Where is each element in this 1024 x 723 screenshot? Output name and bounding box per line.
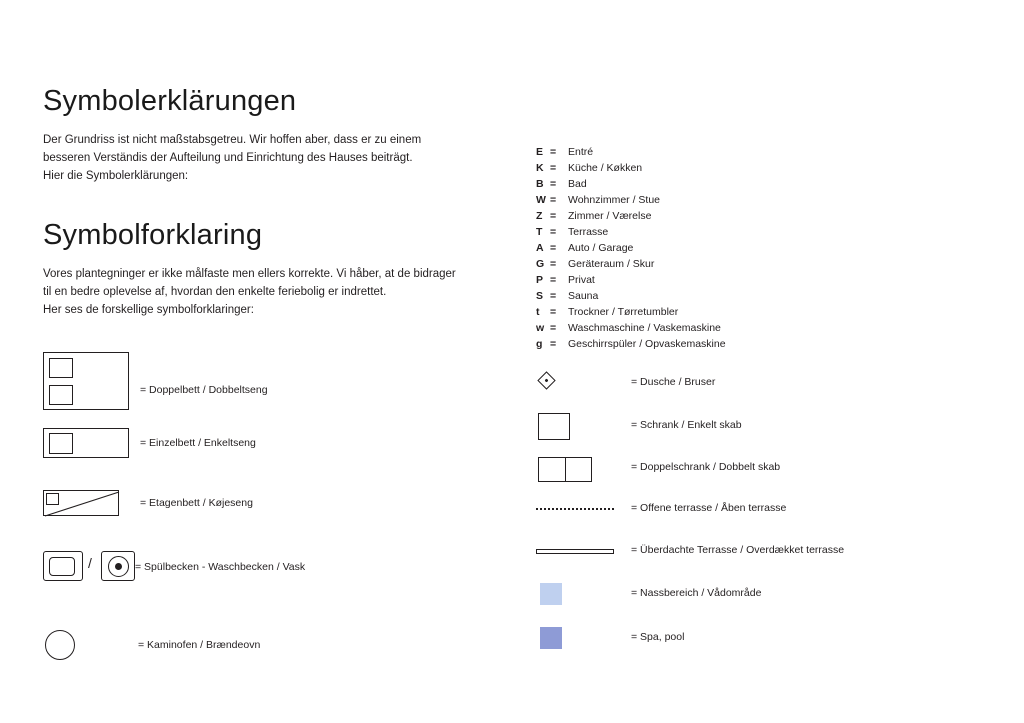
abbreviation-equals: = xyxy=(550,146,557,158)
legend-item-spa-pool xyxy=(536,623,936,666)
abbreviation-key: w xyxy=(536,322,545,334)
text-column xyxy=(43,85,513,320)
abbreviation-equals: = xyxy=(550,322,557,334)
abbreviation-equals: = xyxy=(550,258,557,270)
legend-label-double-wardrobe: = Doppelschrank / Dobbelt skab xyxy=(631,461,781,473)
legend-item-sink xyxy=(43,551,513,612)
legend-label-wet-area: = Nassbereich / Vådområde xyxy=(631,586,762,599)
abbreviation-row xyxy=(536,224,896,240)
abbreviation-equals: = xyxy=(550,162,557,174)
intro-german-line-1: Der Grundriss ist nicht maßstabsgetreu. Wir hoffen aber, dass er zu einem xyxy=(43,134,422,146)
abbreviation-value: Geschirrspüler / Opvaskemaskine xyxy=(568,338,726,350)
legend-item-stove xyxy=(43,612,513,667)
abbreviation-key: T xyxy=(536,226,543,238)
intro-german xyxy=(43,132,493,185)
abbreviation-value: Waschmaschine / Vaskemaskine xyxy=(568,322,721,334)
legend-label-open-terrace: = Offene terrasse / Åben terrasse xyxy=(631,501,787,514)
abbreviation-value: Auto / Garage xyxy=(568,242,634,254)
abbreviation-list xyxy=(536,144,896,352)
abbreviation-row xyxy=(536,288,896,304)
abbreviation-key: B xyxy=(536,178,544,190)
open-terrace-icon xyxy=(536,508,614,510)
intro-danish-line-1: Vores plantegninger er ikke målfaste men ellers korrekte. Vi håber, at de bidrager xyxy=(43,268,456,281)
abbreviation-value: Trockner / Tørretumbler xyxy=(568,306,679,318)
abbreviation-row xyxy=(536,240,896,256)
legend-item-shower xyxy=(536,368,936,411)
abbreviation-row xyxy=(536,336,896,352)
bunk-bed-icon xyxy=(43,490,119,516)
abbreviation-equals: = xyxy=(550,178,557,190)
abbreviation-equals: = xyxy=(550,210,557,222)
abbreviation-equals: = xyxy=(550,226,557,238)
abbreviation-row xyxy=(536,256,896,272)
abbreviation-row xyxy=(536,320,896,336)
legend-label-single-wardrobe: = Schrank / Enkelt skab xyxy=(631,418,742,431)
single-wardrobe-icon xyxy=(538,413,570,440)
abbreviation-equals: = xyxy=(550,274,557,286)
abbreviation-row xyxy=(536,176,896,192)
page-title-german: Symbolerklärungen xyxy=(43,85,297,117)
abbreviation-key: g xyxy=(536,338,543,350)
abbreviation-value: Wohnzimmer / Stue xyxy=(568,194,661,206)
abbreviation-row xyxy=(536,192,896,208)
wood-stove-icon xyxy=(45,630,75,660)
abbreviation-row xyxy=(536,160,896,176)
legend-label-double-bed: = Doppelbett / Dobbeltseng xyxy=(140,384,268,396)
abbreviation-equals: = xyxy=(550,306,557,318)
shower-icon xyxy=(540,374,553,387)
left-symbol-list xyxy=(43,352,513,667)
intro-german-line-3: Hier die Symbolerklärungen: xyxy=(43,169,189,182)
abbreviation-value: Terrasse xyxy=(568,226,609,238)
legend-item-double-bed xyxy=(43,352,513,428)
legend-item-bunk-bed xyxy=(43,490,513,551)
abbreviation-key: P xyxy=(536,274,544,286)
right-symbol-list xyxy=(536,368,936,666)
abbreviation-value: Privat xyxy=(568,274,595,286)
legend-label-sink: = Spülbecken - Waschbecken / Vask xyxy=(135,561,306,573)
intro-danish xyxy=(43,266,493,319)
abbreviation-value: Entré xyxy=(568,146,594,158)
abbreviation-equals: = xyxy=(550,242,557,254)
legend-label-spa-pool: = Spa, pool xyxy=(631,631,685,643)
abbreviation-key: S xyxy=(536,290,544,302)
double-wardrobe-icon xyxy=(538,457,592,482)
legend-item-single-wardrobe xyxy=(536,411,936,454)
sink-basin-icon: / xyxy=(43,551,143,583)
legend-item-double-wardrobe xyxy=(536,453,936,496)
abbreviation-value: Bad xyxy=(568,178,587,190)
abbreviation-key: A xyxy=(536,242,544,254)
abbreviation-value: Geräteraum / Skur xyxy=(568,258,655,270)
legend-item-single-bed xyxy=(43,428,513,490)
abbreviation-row xyxy=(536,304,896,320)
intro-danish-line-2: til en bedre oplevelse af, hvordan den enkelte feriebolig er indrettet. xyxy=(43,286,387,299)
abbreviation-key: W xyxy=(536,194,546,206)
abbreviation-key: K xyxy=(536,162,544,174)
abbreviation-value: Küche / Køkken xyxy=(568,162,643,174)
legend-label-bunk-bed: = Etagenbett / Køjeseng xyxy=(140,497,253,509)
intro-danish-line-3: Her ses de forskellige symbolforklaringer: xyxy=(43,304,254,317)
wet-area-swatch-icon xyxy=(540,583,562,605)
abbreviation-row xyxy=(536,272,896,288)
abbreviation-row xyxy=(536,144,896,160)
abbreviation-equals: = xyxy=(550,194,557,206)
page-title-danish: Symbolforklaring xyxy=(43,219,263,252)
abbreviation-equals: = xyxy=(550,338,557,350)
covered-terrace-icon xyxy=(536,549,614,554)
double-bed-icon xyxy=(43,352,129,410)
legend-label-shower: = Dusche / Bruser xyxy=(631,376,716,388)
abbreviation-value: Sauna xyxy=(568,290,599,302)
legend-label-stove: = Kaminofen / Brændeovn xyxy=(138,639,261,651)
spa-pool-swatch-icon xyxy=(540,627,562,649)
intro-german-line-2: besseren Verständis der Aufteilung und Einrichtung des Hauses beiträgt. xyxy=(43,151,413,164)
abbreviation-key: E xyxy=(536,146,544,158)
legend-label-covered-terrace: = Überdachte Terrasse / Overdækket terrasse xyxy=(631,544,845,556)
abbreviation-equals: = xyxy=(550,290,557,302)
legend-item-wet-area xyxy=(536,581,936,624)
abbreviation-row xyxy=(536,208,896,224)
legend-label-single-bed: = Einzelbett / Enkeltseng xyxy=(140,437,256,449)
abbreviation-value: Zimmer / Værelse xyxy=(568,210,652,222)
abbreviation-key: Z xyxy=(536,210,543,222)
abbreviation-key: G xyxy=(536,258,545,270)
legend-item-covered-terrace xyxy=(536,538,936,581)
legend-item-open-terrace xyxy=(536,496,936,539)
single-bed-icon xyxy=(43,428,129,458)
abbreviation-key: t xyxy=(536,306,540,318)
